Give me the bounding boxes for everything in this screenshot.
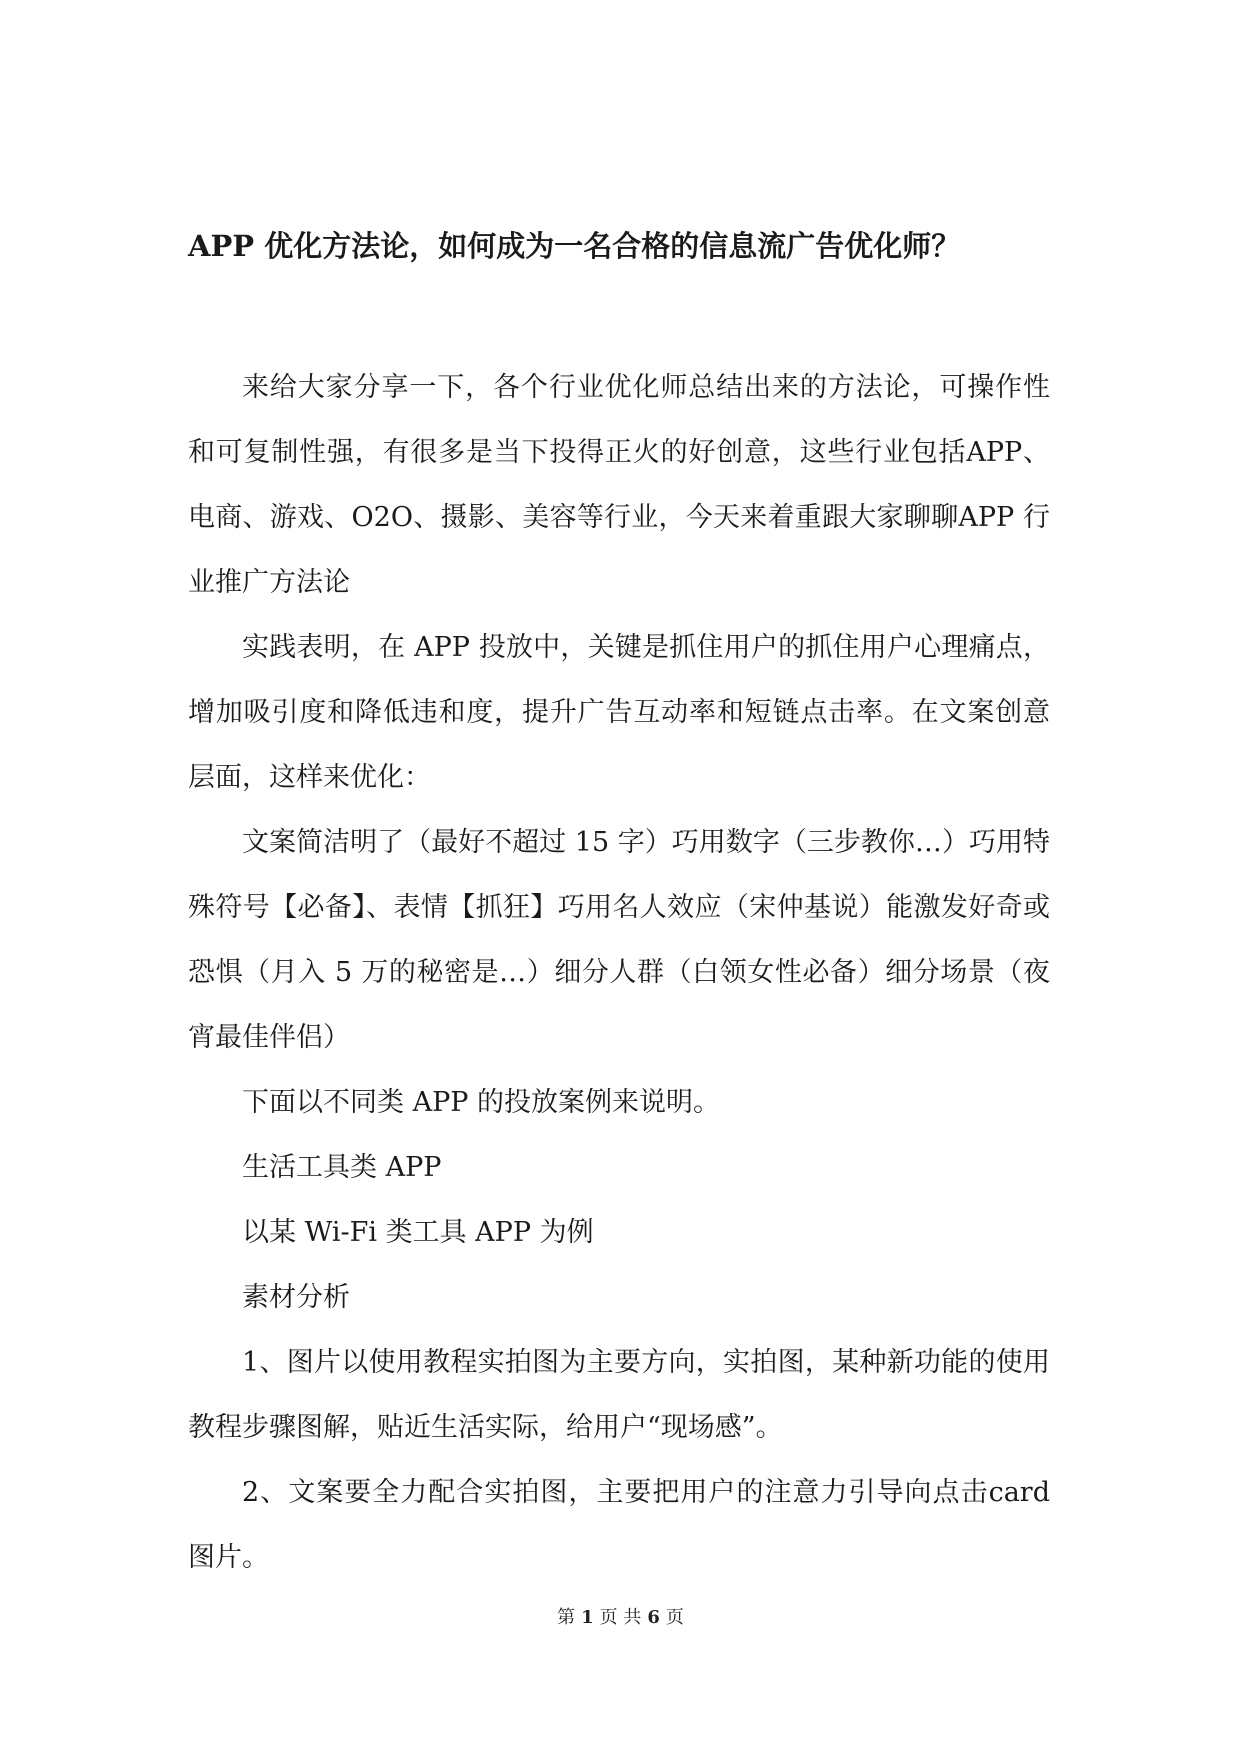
paragraph-cases-intro: 下面以不同类 APP 的投放案例来说明。: [242, 1087, 720, 1118]
paragraph-point-1: 1、图片以使用教程实拍图为主要方向，实拍图，某种新功能的使用教程步骤图解，贴近生活实际，给用户“现场感”。: [188, 1347, 1050, 1443]
footer-page-number: 1: [581, 1607, 594, 1628]
footer-total-pages: 6: [647, 1607, 660, 1628]
paragraph-point-2: 2、文案要全力配合实拍图，主要把用户的注意力引导向点击card 图片。: [188, 1477, 1050, 1573]
footer-prefix: 第: [557, 1607, 576, 1628]
paragraph-intro: 来给大家分享一下，各个行业优化师总结出来的方法论，可操作性和可复制性强，有很多是当下投得正火的好创意，这些行业包括APP、电商、游戏、O2O、摄影、美容等行业，今天来着重跟大家聊聊APP 行业推广方法论: [188, 372, 1050, 598]
section-heading-material-analysis: 素材分析: [242, 1282, 350, 1313]
document-body: [188, 355, 1050, 1590]
page-footer: [0, 1606, 1241, 1630]
footer-middle: 页 共: [599, 1607, 642, 1628]
footer-suffix: 页: [665, 1607, 684, 1628]
paragraph-wifi-example: 以某 Wi-Fi 类工具 APP 为例: [242, 1217, 594, 1248]
section-heading-life-tools: 生活工具类 APP: [242, 1152, 442, 1183]
paragraph-practice: 实践表明，在 APP 投放中，关键是抓住用户的抓住用户心理痛点，增加吸引度和降低违和度，提升广告互动率和短链点击率。在文案创意层面，这样来优化：: [188, 632, 1050, 793]
document-title: APP 优化方法论，如何成为一名合格的信息流广告优化师？: [188, 229, 961, 263]
paragraph-copy-tips: 文案简洁明了（最好不超过 15 字）巧用数字（三步教你…）巧用特殊符号【必备】、表情【抓狂】巧用名人效应（宋仲基说）能激发好奇或恐惧（月入 5 万的秘密是…）细分人群（白领女性必备）细分场景（夜宵最佳伴侣）: [188, 827, 1050, 1053]
